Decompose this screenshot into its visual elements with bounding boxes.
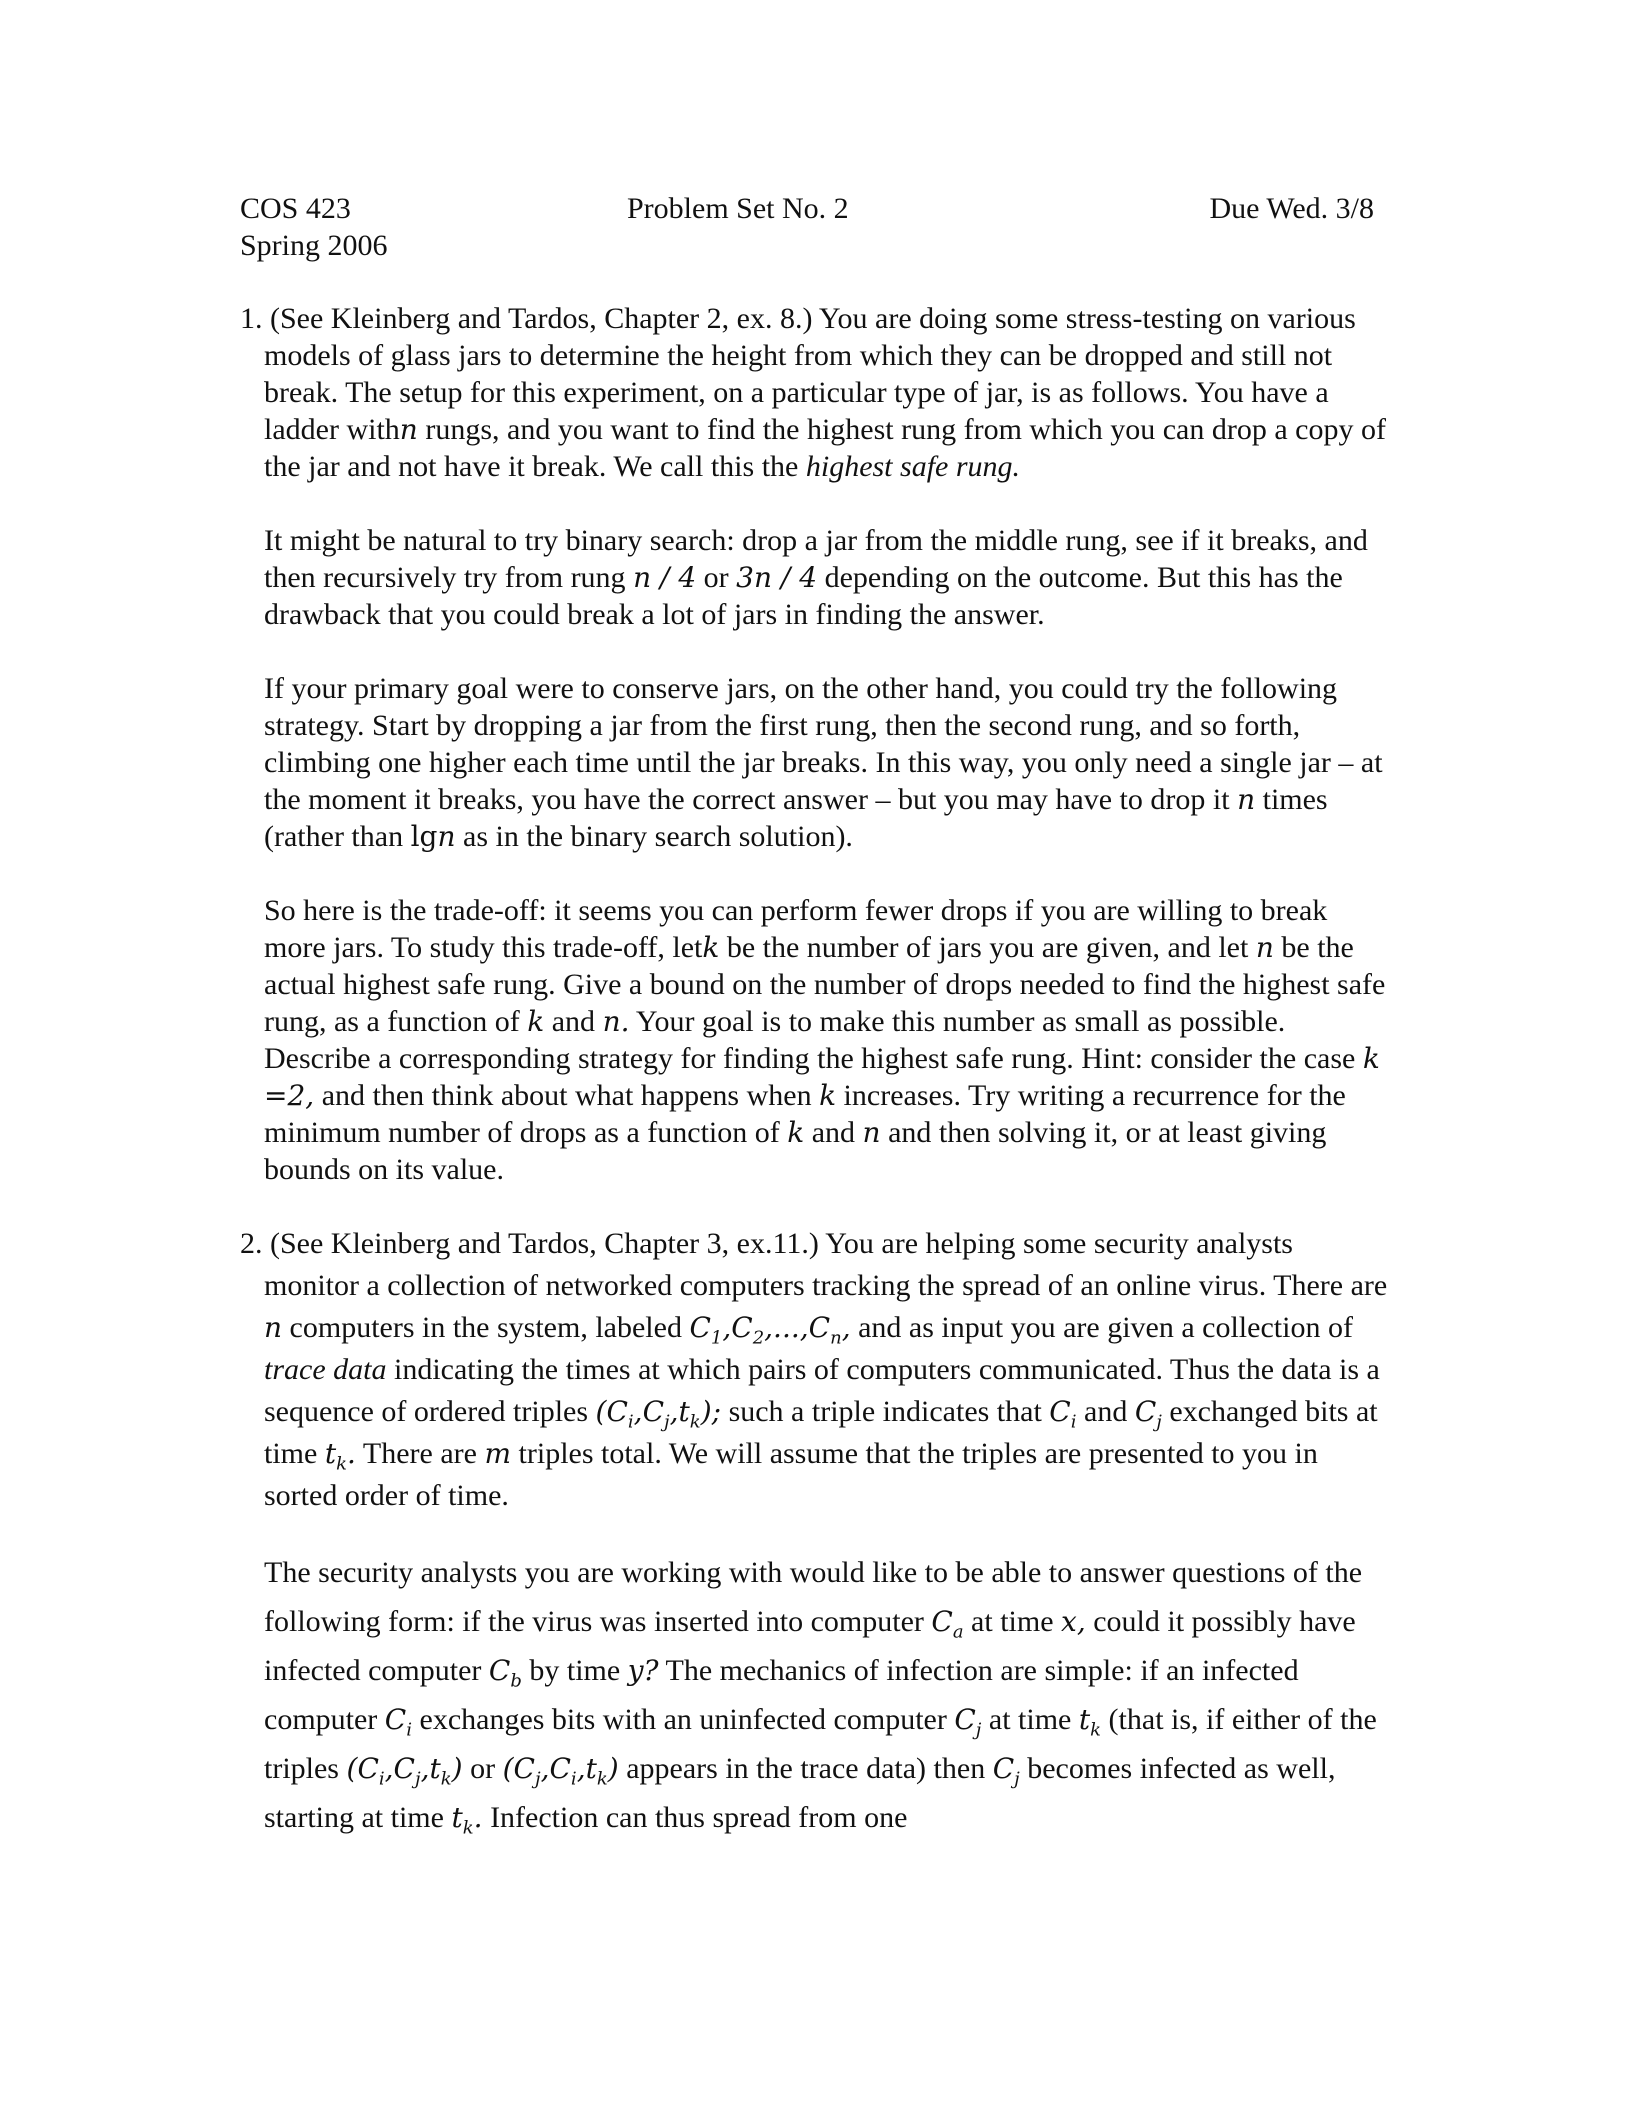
text: and then solving it, or at least giving bounds on its value.: [264, 1116, 1327, 1186]
math-c-j: $C_j$: [992, 1752, 1020, 1790]
math-y: y?: [627, 1654, 659, 1687]
text: such a triple indicates that: [728, 1395, 1042, 1428]
math-m: m: [484, 1437, 512, 1470]
math-c-i: $C_i$: [1049, 1395, 1077, 1433]
text: Your goal is to make this number as small as possible. Describe a corresponding strategy for finding the highest safe rung. Hint: consider the case: [264, 1005, 1356, 1075]
text: If your primary goal were to conserve jars, on the other hand, you could try the following strategy. Start by dropping a jar from the first rung, then the second rung, and so forth, climbing one higher each time until the jar breaks. In this way, you only need a single jar – at the moment it breaks, you have the correct answer – but you may have to drop it: [264, 672, 1383, 816]
text: There are: [362, 1437, 477, 1470]
problem-1-paragraph-1: [240, 300, 1390, 485]
text: and: [1084, 1395, 1128, 1428]
math-n: n: [264, 1311, 283, 1344]
text: at time: [971, 1605, 1054, 1638]
math-computer-list: $C_1,C_2,...,C_n$,: [689, 1311, 851, 1349]
math-t-k: $t_k$.: [451, 1801, 483, 1839]
math-c-j: $C_j$: [1134, 1395, 1162, 1433]
math-n: n: [399, 413, 418, 446]
math-triple-ji: $(C_j,C_i,t_k)$: [502, 1752, 619, 1790]
problem-2-paragraph-2: [240, 1548, 1390, 1842]
text: be the number of jars you are given, and let: [726, 931, 1249, 964]
text: by time: [529, 1654, 621, 1687]
problem-1-paragraph-4: [240, 892, 1390, 1188]
problem-1: [240, 300, 1390, 1188]
text: exchanged bits at time: [264, 1395, 1378, 1470]
math-c-b: $C_b$: [488, 1654, 522, 1692]
text: increases. Try writing a recurrence for the minimum number of drops as a function of: [264, 1079, 1346, 1149]
math-k: k: [819, 1079, 837, 1112]
math-t-k: $t_k$.: [324, 1437, 356, 1475]
math-n-dot: n.: [602, 1005, 630, 1038]
math-n: n: [437, 820, 456, 853]
document-header: [240, 190, 1390, 264]
text: and then think about what happens when: [321, 1079, 812, 1112]
term: Spring 2006: [240, 229, 388, 262]
text: computers in the system, labeled: [289, 1311, 682, 1344]
text: (that is, if either of the triples: [264, 1703, 1377, 1785]
text: The mechanics of infection are simple: if an infected computer: [264, 1654, 1299, 1736]
math-c-j: $C_j$: [954, 1703, 982, 1741]
text: triples total. We will assume that the triples are presented to you in sorted order of time.: [264, 1437, 1318, 1512]
text: be the actual highest safe rung. Give a bound on the number of drops needed to find the highest safe rung, as a function of: [264, 931, 1386, 1038]
text: It might be natural to try binary search: drop a jar from the middle rung, see if it breaks, and then recursively try from rung: [264, 524, 1368, 594]
emphasis-term: trace data: [264, 1353, 387, 1386]
math-lg: lg: [410, 820, 438, 853]
text: as in the binary search solution).: [463, 820, 853, 853]
document-title: Problem Set No. 2: [627, 192, 849, 225]
math-t-k: $t_k$: [1078, 1703, 1102, 1741]
problem-2: [240, 1223, 1390, 1842]
math-n: n: [1237, 783, 1256, 816]
text: or: [470, 1752, 496, 1785]
text: and as input you are given a collection of: [858, 1311, 1353, 1344]
text: (See Kleinberg and Tardos, Chapter 2, ex. 8.) You are doing some stress-testing on various models of glass jars to determine the height from which they can be dropped and still not break. The setup for this experiment, on a particular type of jar, is as follows. You have a ladder with: [264, 302, 1356, 446]
text: or: [703, 561, 729, 594]
math-n-over-4: n / 4: [633, 561, 697, 594]
text: and: [551, 1005, 596, 1038]
emphasis-term: highest safe rung.: [805, 450, 1021, 483]
text: Infection can thus spread from one: [490, 1801, 908, 1834]
problem-2-paragraph-1: [240, 1223, 1390, 1517]
math-x: x,: [1061, 1605, 1086, 1638]
problem-1-paragraph-3: [240, 670, 1390, 855]
text: exchanges bits with an uninfected computer: [419, 1703, 947, 1736]
text: times (rather than: [264, 783, 1328, 853]
text: becomes infected as well, starting at time: [264, 1752, 1336, 1834]
math-k: k: [527, 1005, 545, 1038]
text: depending on the outcome. But this has the drawback that you could break a lot of jars in finding the answer.: [264, 561, 1343, 631]
math-k: k: [702, 931, 720, 964]
math-triple-ij: $(C_i,C_j,t_k)$: [346, 1752, 463, 1790]
due-date: Due Wed. 3/8: [1209, 192, 1374, 225]
problem-1-paragraph-2: [240, 522, 1390, 633]
text: at time: [988, 1703, 1072, 1736]
math-n: n: [862, 1116, 881, 1149]
text: and: [811, 1116, 856, 1149]
text: could it possibly have infected computer: [264, 1605, 1356, 1687]
text: indicating the times at which pairs of computers communicated. Thus the data is a sequence of ordered triples: [264, 1353, 1380, 1428]
text: rungs, and you want to find the highest rung from which you can drop a copy of the jar and not have it break. We call this the: [264, 413, 1386, 483]
course-code: COS 423: [240, 192, 351, 225]
problem-number: 1.: [240, 302, 263, 335]
math-3n-over-4: 3n / 4: [736, 561, 818, 594]
text: So here is the trade-off: it seems you can perform fewer drops if you are willing to break more jars. To study this trade-off, let: [264, 894, 1328, 964]
course-info: [240, 190, 388, 264]
math-c-a: $C_a$: [931, 1605, 964, 1643]
math-k: k: [787, 1116, 805, 1149]
problem-number: 2.: [240, 1227, 263, 1260]
math-k-eq-2: k =2,: [264, 1042, 1380, 1112]
math-triple: $(C_i,C_j,t_k)$;: [595, 1395, 722, 1433]
math-n: n: [1255, 931, 1274, 964]
math-c-i: $C_i$: [384, 1703, 412, 1741]
text: appears in the trace data) then: [626, 1752, 986, 1785]
text: The security analysts you are working with would like to be able to answer questions of the following form: if the virus was inserted into computer: [264, 1556, 1363, 1638]
document-body: [240, 190, 1390, 1879]
text: (See Kleinberg and Tardos, Chapter 3, ex.11.) You are helping some security analysts monitor a collection of networked computers tracking the spread of an online virus. There are: [264, 1227, 1388, 1302]
